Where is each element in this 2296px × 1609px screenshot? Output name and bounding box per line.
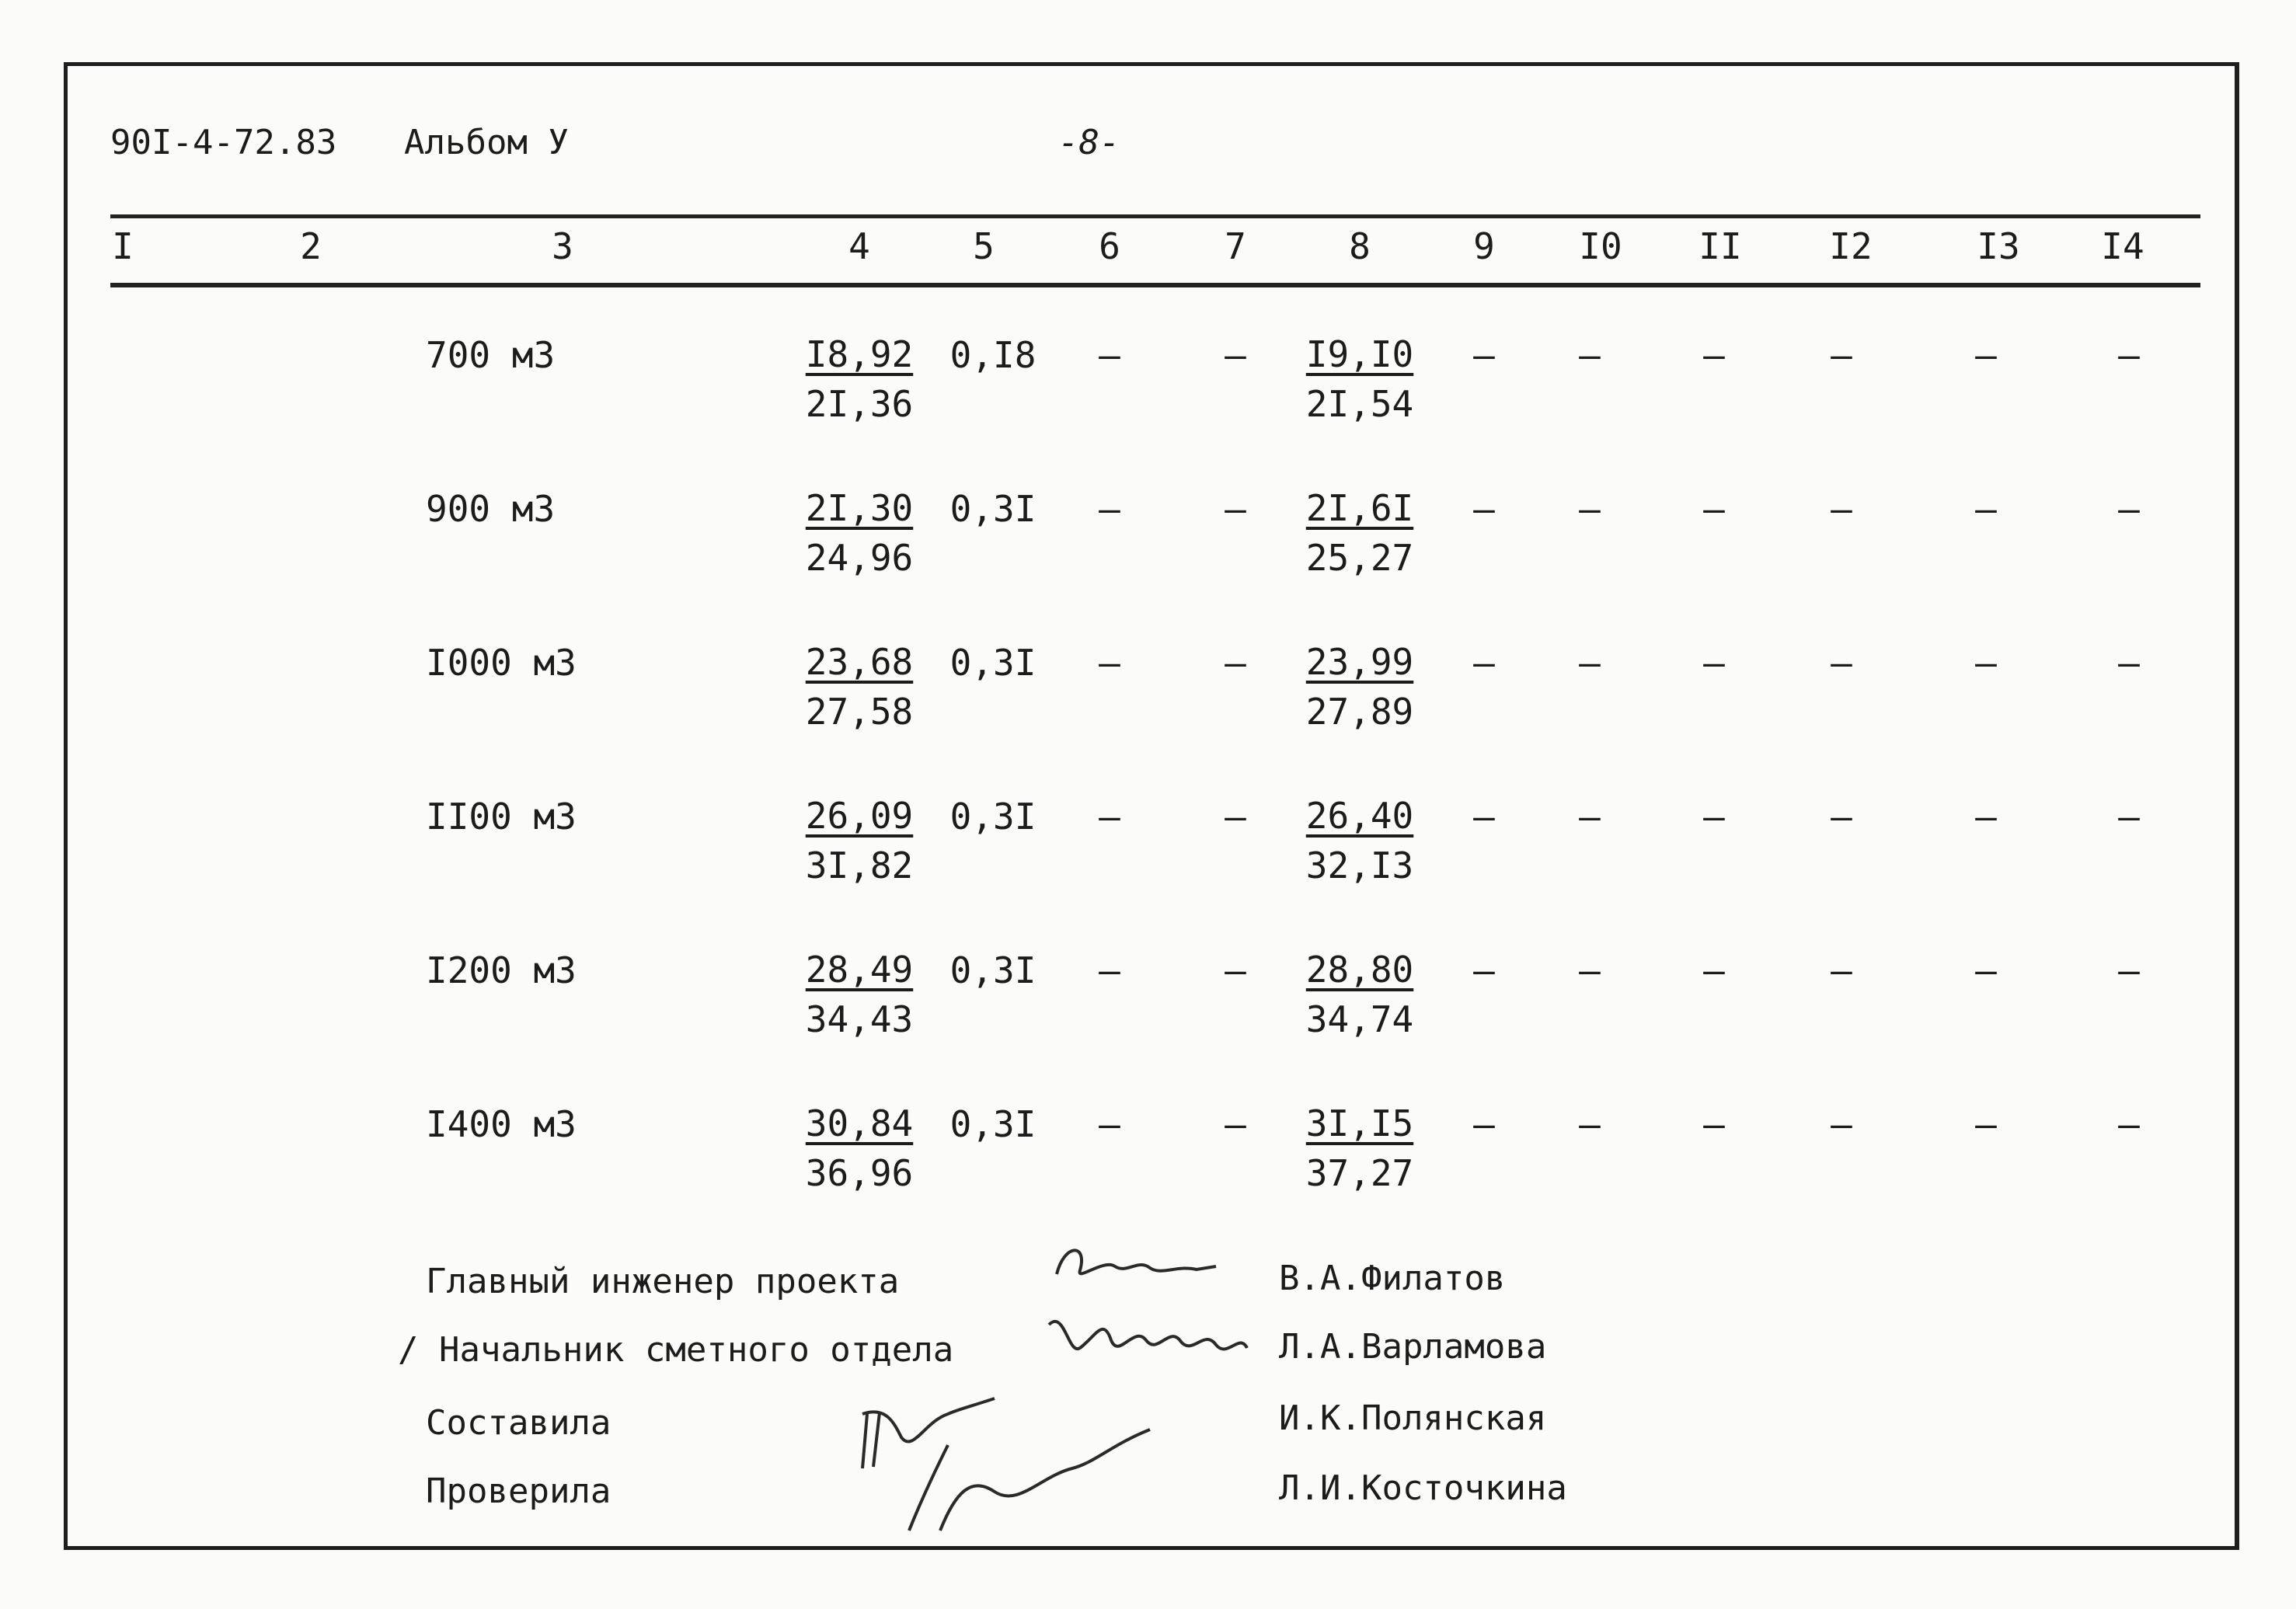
col11-cell: – [1703, 488, 1725, 530]
col7-cell: – [1225, 1103, 1246, 1145]
col4-cell [806, 637, 913, 737]
col13-cell: – [1975, 642, 1997, 684]
col5-cell: 0,I8 [949, 334, 1037, 376]
album-label: Альбом У [404, 123, 569, 162]
col14-cell: – [2118, 949, 2140, 991]
col10-cell: – [1579, 334, 1601, 376]
signer-name: И.К.Полянская [1279, 1398, 1547, 1438]
col8-bottom: 32,I3 [1305, 845, 1414, 886]
col4-bottom: 34,43 [805, 998, 914, 1040]
col4-bottom: 24,96 [805, 537, 914, 579]
col10-cell: – [1579, 1103, 1601, 1145]
col4-bottom: 3I,82 [805, 845, 914, 886]
col6-cell: – [1099, 949, 1120, 991]
col14-cell: – [2118, 488, 2140, 530]
col4-top: I8,92 [805, 333, 914, 375]
signer-role: Составила [426, 1403, 611, 1443]
col13-cell: – [1975, 949, 1997, 991]
col12-cell: – [1831, 796, 1852, 838]
volume-cell: I400 м3 [426, 1103, 577, 1145]
col9-cell: – [1473, 949, 1495, 991]
volume-cell: II00 м3 [426, 796, 577, 838]
col5-cell: 0,3I [949, 642, 1037, 684]
col9-cell: – [1473, 1103, 1495, 1145]
col12-cell: – [1831, 488, 1852, 530]
col4-top: 30,84 [805, 1102, 914, 1144]
column-number: I [112, 225, 134, 267]
col8-cell [1306, 1099, 1413, 1198]
col8-top: 23,99 [1305, 641, 1414, 683]
col12-cell: – [1831, 1103, 1852, 1145]
signer-name: Л.А.Варламова [1279, 1327, 1547, 1367]
col7-cell: – [1225, 949, 1246, 991]
col5-cell: 0,3I [949, 796, 1037, 838]
col14-cell: – [2118, 1103, 2140, 1145]
handwritten-signature [1033, 1294, 1266, 1379]
col7-cell: – [1225, 488, 1246, 530]
col13-cell: – [1975, 334, 1997, 376]
col9-cell: – [1473, 796, 1495, 838]
col7-cell: – [1225, 642, 1246, 684]
col11-cell: – [1703, 1103, 1725, 1145]
volume-cell: I200 м3 [426, 949, 577, 991]
column-number: I2 [1829, 225, 1873, 267]
col8-top: 2I,6I [1305, 487, 1414, 529]
col6-cell: – [1099, 642, 1120, 684]
col10-cell: – [1579, 488, 1601, 530]
col8-bottom: 25,27 [1305, 537, 1414, 579]
col8-top: 26,40 [1305, 795, 1414, 837]
col8-cell [1306, 791, 1413, 890]
volume-cell: 700 м3 [426, 334, 556, 376]
column-number: 4 [848, 225, 870, 267]
column-number: I0 [1579, 225, 1622, 267]
header-rule-bottom [110, 283, 2200, 287]
col12-cell: – [1831, 642, 1852, 684]
col4-bottom: 27,58 [805, 691, 914, 733]
column-number: I4 [2101, 225, 2144, 267]
signer-role: / Начальник сметного отдела [398, 1330, 954, 1370]
col4-cell [806, 945, 913, 1044]
col14-cell: – [2118, 642, 2140, 684]
col14-cell: – [2118, 334, 2140, 376]
column-number: 2 [300, 225, 322, 267]
column-number: II [1698, 225, 1742, 267]
signer-name: В.А.Филатов [1279, 1259, 1506, 1298]
col5-cell: 0,3I [949, 949, 1037, 991]
handwritten-signature [1041, 1228, 1228, 1297]
col8-cell [1306, 945, 1413, 1044]
col4-top: 2I,30 [805, 487, 914, 529]
page-number: -8- [1058, 123, 1120, 162]
col9-cell: – [1473, 334, 1495, 376]
col4-top: 23,68 [805, 641, 914, 683]
col7-cell: – [1225, 796, 1246, 838]
col8-bottom: 34,74 [1305, 998, 1414, 1040]
col12-cell: – [1831, 949, 1852, 991]
column-number: 5 [973, 225, 995, 267]
col11-cell: – [1703, 796, 1725, 838]
col10-cell: – [1579, 796, 1601, 838]
col4-bottom: 2I,36 [805, 383, 914, 425]
signer-name: Л.И.Косточкина [1279, 1468, 1567, 1508]
col13-cell: – [1975, 488, 1997, 530]
column-number: I3 [1977, 225, 2020, 267]
col9-cell: – [1473, 642, 1495, 684]
col13-cell: – [1975, 1103, 1997, 1145]
signer-role: Главный инженер проекта [426, 1262, 900, 1301]
col11-cell: – [1703, 334, 1725, 376]
col7-cell: – [1225, 334, 1246, 376]
col4-cell [806, 1099, 913, 1198]
col11-cell: – [1703, 949, 1725, 991]
column-number: 8 [1349, 225, 1371, 267]
column-number: 3 [552, 225, 573, 267]
col5-cell: 0,3I [949, 1103, 1037, 1145]
col9-cell: – [1473, 488, 1495, 530]
column-number: 9 [1473, 225, 1495, 267]
col8-cell [1306, 637, 1413, 737]
col6-cell: – [1099, 334, 1120, 376]
header-rule-top [110, 214, 2200, 218]
col13-cell: – [1975, 796, 1997, 838]
col4-top: 26,09 [805, 795, 914, 837]
col6-cell: – [1099, 1103, 1120, 1145]
col4-top: 28,49 [805, 949, 914, 991]
volume-cell: 900 м3 [426, 488, 556, 530]
col4-bottom: 36,96 [805, 1152, 914, 1194]
handwritten-signature [839, 1375, 1181, 1546]
col10-cell: – [1579, 949, 1601, 991]
col14-cell: – [2118, 796, 2140, 838]
col8-top: I9,I0 [1305, 333, 1414, 375]
col8-cell [1306, 483, 1413, 583]
column-number: 7 [1225, 225, 1246, 267]
col4-cell [806, 483, 913, 583]
volume-cell: I000 м3 [426, 642, 577, 684]
col4-cell [806, 329, 913, 429]
col12-cell: – [1831, 334, 1852, 376]
col8-cell [1306, 329, 1413, 429]
col8-bottom: 37,27 [1305, 1152, 1414, 1194]
signer-role: Проверила [426, 1471, 611, 1511]
col6-cell: – [1099, 488, 1120, 530]
col10-cell: – [1579, 642, 1601, 684]
col4-cell [806, 791, 913, 890]
col8-top: 28,80 [1305, 949, 1414, 991]
col6-cell: – [1099, 796, 1120, 838]
column-number: 6 [1099, 225, 1120, 267]
doc-number: 90I-4-72.83 [110, 123, 337, 162]
col8-bottom: 27,89 [1305, 691, 1414, 733]
col11-cell: – [1703, 642, 1725, 684]
col8-bottom: 2I,54 [1305, 383, 1414, 425]
col8-top: 3I,I5 [1305, 1102, 1414, 1144]
col5-cell: 0,3I [949, 488, 1037, 530]
